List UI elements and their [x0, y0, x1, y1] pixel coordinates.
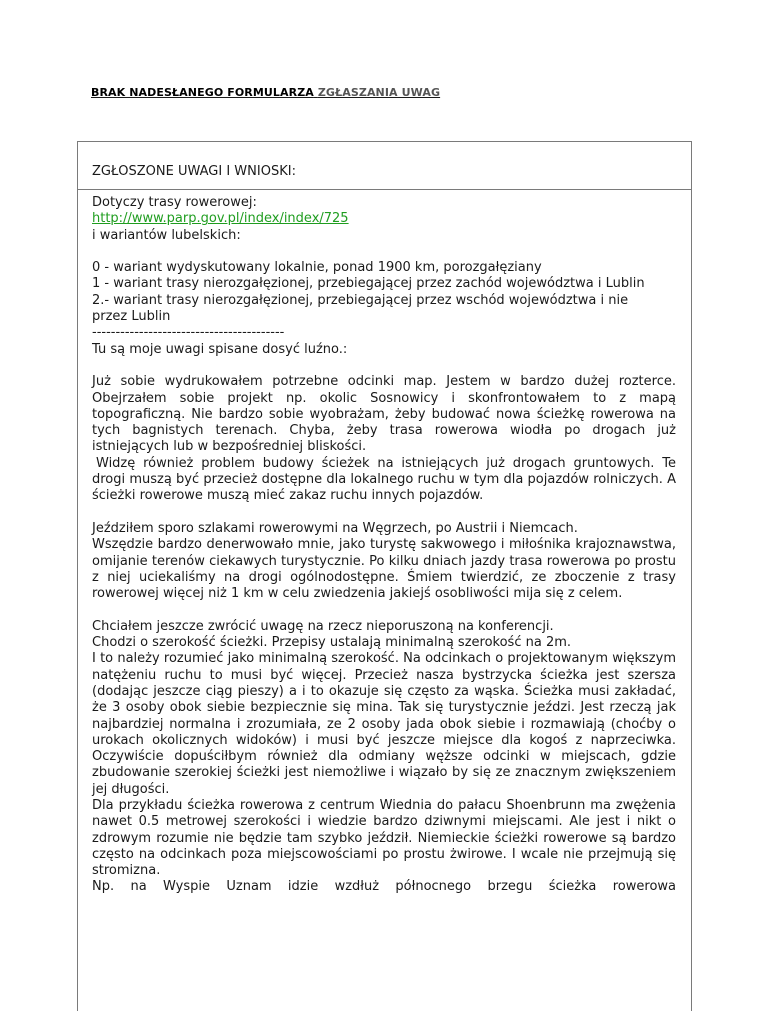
paragraph-1: Już sobie wydrukowałem potrzebne odcinki map. Jestem w bardzo dużej rozterce. Obejrzałem sobie projekt np. okolic Sosnowicy i skonfrontowałem to z mapą topograficzną. Nie bardzo sobie wyobrażam, żeby budować nowa ścieżkę rowerowa na tych bagnistych terenach. Chyba, żeby trasa rowerowa wiodła po drogach już istniejących lub w bezpośredniej bliskości.: [92, 374, 676, 455]
notes-intro: Tu są moje uwagi spisane dosyć luźno.:: [92, 341, 348, 357]
heading-part-2: ZGŁASZANIA UWAG: [317, 86, 441, 99]
heading-part-1: BRAK NADESŁANEGO FORMULARZA: [91, 86, 314, 99]
variant-1: 1 - wariant trasy nierozgałęzionej, przebiegającej przez zachód województwa i Lublin: [92, 276, 645, 292]
paragraph-4: I to należy rozumieć jako minimalną szerokość. Na odcinkach o projektowanym większym natężeniu ruchu to musi być więcej. Przecież nasza bystrzycka ścieżka jest szersza (dodając jeszcze ciąg pieszy) a i to okazuje się często za wąska. Ścieżka musi zakładać, że 3 osoby obok siebie bezpiecznie się mina. Tak się turystycznie jeździ. Jest rzeczą jak najbardziej normalna i zrozumiała, ze 2 osoby jada obok siebie i rozmawiają (choćby o urokach okolicznych widoków) i musi być jeszcze miejsce dla kogoś z naprzeciwka. Oczywiście dopuściłbym również dla odmiany węższe odcinki w miejscach, gdzie zbudowanie szerokiej ścieżki jest niemożliwe i wiązało by się ze znacznym zwiększeniem jej długości.: [92, 651, 676, 797]
document-heading: [91, 86, 440, 99]
table-header-row: [78, 142, 691, 190]
variant-2: 2.- wariant trasy nierozgałęzionej, przebiegającej przez wschód województwa i nie przez Lublin: [92, 292, 629, 325]
paragraph-3-lead: Jeździłem sporo szlakami rowerowymi na Węgrzech, po Austrii i Niemcach.: [92, 520, 578, 536]
paragraph-6-partial: Np. na Wyspie Uznam idzie wzdłuż północnego brzegu ścieżka rowerowa: [92, 879, 676, 895]
table-header-label: ZGŁOSZONE UWAGI I WNIOSKI:: [92, 164, 296, 179]
paragraph-4-lead: Chciałem jeszcze zwrócić uwagę na rzecz nieporuszoną na konferencji.: [92, 618, 554, 634]
table-body-cell: [92, 195, 676, 896]
intro-line: Dotyczy trasy rowerowej:: [92, 195, 257, 210]
trail-link[interactable]: http://www.parp.gov.pl/index/index/725: [92, 211, 349, 227]
paragraph-4-second: Chodzi o szerokość ścieżki. Przepisy ustalają minimalną szerokość na 2m.: [92, 635, 572, 651]
variant-0: 0 - wariant wydyskutowany lokalnie, ponad 1900 km, porozgałęziany: [92, 260, 542, 276]
intro-line: i wariantów lubelskich:: [92, 227, 241, 243]
paragraph-5: Dla przykładu ścieżka rowerowa z centrum Wiednia do pałacu Shoenbrunn ma zwężenia nawet 0.5 metrowej szerokości i wiedzie bardzo dziwnymi miejscami. Ale jest i nikt o zdrowym rozumie nie będzie tam szybko jeździł. Niemieckie ścieżki rowerowe są bardzo często na odcinkach poza miejscowościami po prostu żwirowe. I wcale nie przejmują się stromizna.: [92, 797, 676, 879]
comments-table: [77, 141, 692, 1011]
paragraph-3: Wszędzie bardzo denerwowało mnie, jako turystę sakwowego i miłośnika krajoznawstwa, omijanie terenów ciekawych turystycznie. Po kilku dniach jazdy trasa rowerowa po prostu z niej uciekaliśmy na drogi ogólnodostępne. Śmiem twierdzić, ze zboczenie z trasy rowerowej więcej niż 1 km w celu zwiedzenia jakiejś osobliwości mija się z celem.: [92, 537, 676, 602]
separator-line: -----------------------------------------: [92, 325, 285, 341]
paragraph-2: Widzę również problem budowy ścieżek na istniejących już drogach gruntowych. Te drogi muszą być przecież dostępne dla lokalnego ruchu w tym dla pojazdów rolniczych. A ścieżki rowerowe muszą mieć zakaz ruchu innych pojazdów.: [92, 455, 676, 504]
